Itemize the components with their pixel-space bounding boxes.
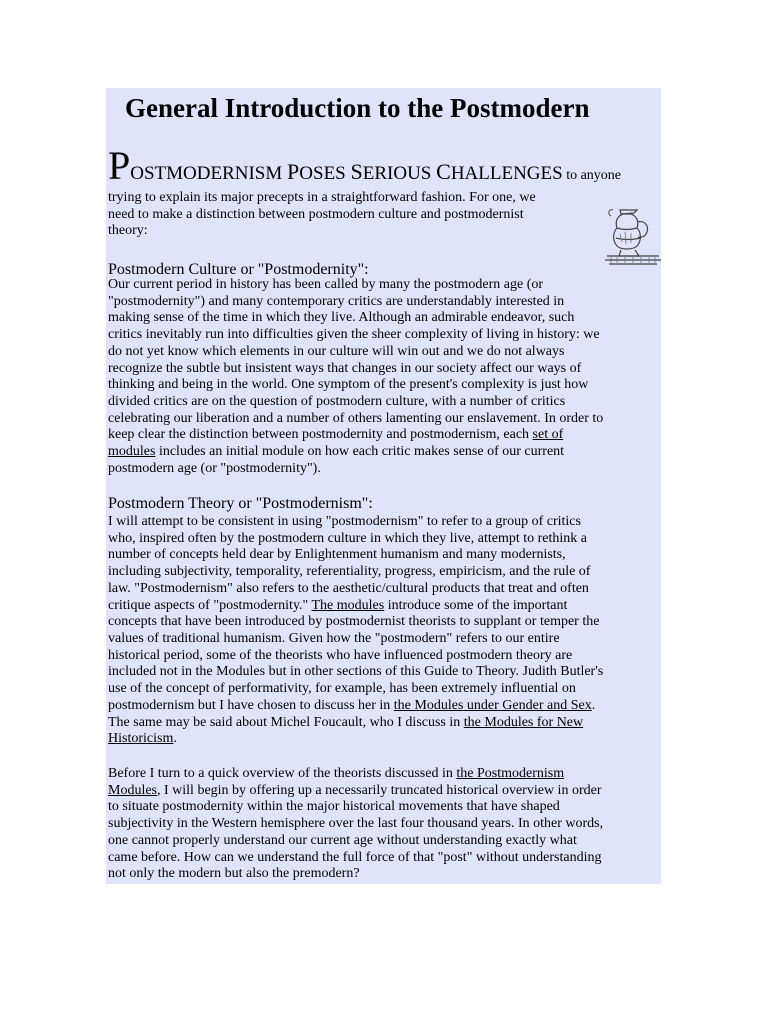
text-line <box>108 598 659 615</box>
text-line: subjectivity in the Western hemisphere over the last four thousand years. In other words, <box>108 816 604 832</box>
small-caps-initial-2: P <box>287 159 300 184</box>
section-heading-postmodernism: Postmodern Theory or "Postmodernism": <box>108 495 373 512</box>
text-line: I will attempt to be consistent in using "postmodernism" to refer to a group of critics <box>108 514 581 529</box>
text-segment: . <box>173 731 177 747</box>
text-segment: postmodernism but I have chosen to discuss her in <box>108 697 394 713</box>
the-modules-link[interactable]: The modules <box>311 597 385 613</box>
small-caps-initial-4: C <box>436 159 451 184</box>
text-line: postmodern age (or "postmodernity"). <box>108 460 321 476</box>
text-line: concepts that have been introduced by postmodernist theorists to supplant or temper the <box>108 614 600 630</box>
text-line: historical period, some of the theorists who have influenced postmodern theory are <box>108 647 573 663</box>
text-segment: The same may be said about Michel Foucault, who I discuss in <box>108 714 464 730</box>
intro-paragraph <box>108 190 588 240</box>
postmodernism-modules-link-continued[interactable]: Modules <box>108 782 157 798</box>
new-historicism-modules-link[interactable]: the Modules for New <box>463 714 584 730</box>
paragraph-postmodernity <box>108 277 659 478</box>
set-of-modules-link[interactable]: set of <box>532 427 564 443</box>
drop-cap-initial: P <box>108 143 131 188</box>
text-segment: includes an initial module on how each critic makes sense of our current <box>155 444 565 460</box>
text-segment: . <box>591 697 596 713</box>
opening-line-tail: to anyone <box>562 168 622 183</box>
gender-and-sex-modules-link[interactable]: the Modules under Gender and Sex <box>393 697 592 713</box>
text-line: came before. How can we understand the full force of that "post" without understanding <box>108 849 602 865</box>
text-line: divided critics are on the question of postmodern culture, with a number of critics <box>108 394 566 410</box>
text-line <box>108 766 659 783</box>
text-line: do not yet know which elements in our culture will win out and we do not always <box>108 343 565 359</box>
text-line <box>108 731 659 748</box>
text-line: included not in the Modules but in other sections of this Guide to Theory. Judith Butler's <box>108 664 604 680</box>
intro-line: need to make a distinction between postmodern culture and postmodernist <box>108 206 524 222</box>
text-line: not only the modern but also the premodern? <box>108 866 360 882</box>
page-title: General Introduction to the Postmodern <box>125 93 590 123</box>
text-line: Our current period in history has been called by many the postmodern age (or <box>108 277 544 292</box>
text-line: including subjectivity, temporality, referentiality, progress, empiricism, and the rule of <box>108 564 591 580</box>
section-heading-postmodernity: Postmodern Culture or "Postmodernity": <box>108 261 369 278</box>
postmodernism-modules-link[interactable]: the Postmodernism <box>456 766 565 781</box>
text-line <box>108 427 659 444</box>
text-line <box>108 698 659 715</box>
text-line: making sense of the time in which they live. Although an admirable endeavor, such <box>108 310 575 326</box>
text-line: to situate postmodernity within the major historical movements that have shaped <box>108 799 560 815</box>
small-caps-word-2: OSES <box>299 163 351 184</box>
intro-line: trying to explain its major precepts in a straightforward fashion. For one, we <box>108 190 536 205</box>
intro-line: theory: <box>108 223 148 239</box>
small-caps-word-1: OSTMODERNISM <box>130 163 288 184</box>
text-segment: keep clear the distinction between postmodernity and postmodernism, each <box>108 427 533 443</box>
text-line: one cannot properly understand our current age without understanding exactly what <box>108 832 577 848</box>
text-line <box>108 444 659 461</box>
text-line: number of concepts held dear by Enlightenment humanism and many modernists, <box>108 547 566 563</box>
text-line <box>108 715 659 732</box>
text-segment: critique aspects of "postmodernity." <box>108 597 312 613</box>
text-line: critics inevitably run into difficulties given the sheer complexity of living in history: we <box>108 327 600 343</box>
pitcher-illustration-icon <box>603 204 661 266</box>
text-line: law. "Postmodernism" also refers to the aesthetic/cultural products that treat and often <box>108 580 589 596</box>
small-caps-word-3: ERIOUS <box>362 163 437 184</box>
text-segment: Before I turn to a quick overview of the theorists discussed in <box>108 766 457 781</box>
text-line <box>108 783 659 800</box>
paragraph-overview <box>108 766 659 883</box>
text-line: "postmodernity") and many contemporary critics are understandably interested in <box>108 293 565 309</box>
text-segment: , I will begin by offering up a necessarily truncated historical overview in order <box>157 782 602 798</box>
set-of-modules-link-continued[interactable]: modules <box>108 444 156 460</box>
text-segment: introduce some of the important <box>384 597 568 613</box>
text-line: values of traditional humanism. Given how the "postmodern" refers to our entire <box>108 631 560 647</box>
text-line: celebrating our liberation and a number of others lamenting our enslavement. In order to <box>108 410 604 426</box>
text-line: use of the concept of performativity, for example, has been extremely influential on <box>108 681 576 697</box>
document-page <box>106 88 661 884</box>
paragraph-postmodernism <box>108 514 659 748</box>
new-historicism-modules-link-continued[interactable]: Historicism <box>108 731 174 747</box>
text-line: thinking and being in the world. One symptom of the present's complexity is just how <box>108 377 589 393</box>
opening-line <box>108 143 622 196</box>
text-line: recognize the subtle but insistent ways that changes in our society affect our ways of <box>108 360 582 376</box>
small-caps-initial-3: S <box>350 159 363 184</box>
small-caps-word-4: HALLENGES <box>450 163 563 184</box>
text-line: who, inspired often by the postmodern culture in which they live, attempt to rethink a <box>108 530 588 546</box>
